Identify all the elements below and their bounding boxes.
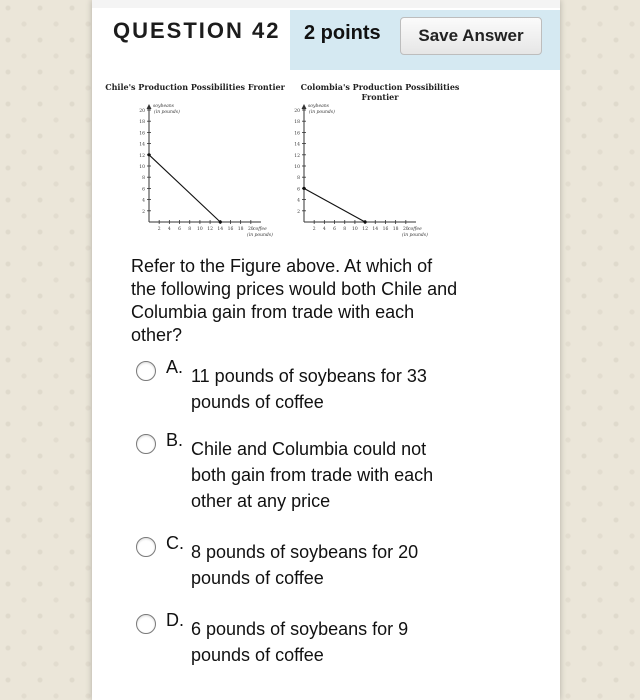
option-d-letter: D. <box>166 610 184 630</box>
option-b-letter: B. <box>166 430 184 450</box>
chart-title: Chile's Production Possibilities Frontier <box>105 82 285 92</box>
x-tick-label: 20 <box>247 227 254 232</box>
option-b-radio[interactable] <box>136 434 156 454</box>
y-tick-label: 6 <box>142 187 145 193</box>
question-prompt: Refer to the Figure above. At which of the following prices would both Chile and Columbia gain from trade with each other? <box>131 256 458 345</box>
x-tick-label: 10 <box>197 227 203 232</box>
x-axis-unit: (in pounds) <box>402 233 428 238</box>
y-tick-label: 2 <box>142 209 145 215</box>
y-tick-label: 4 <box>142 198 145 204</box>
option-d-radio[interactable] <box>136 614 156 634</box>
option-c-text: 8 pounds of soybeans for 20 pounds of coffee <box>191 542 419 588</box>
question-points: 2 points <box>304 22 381 44</box>
x-tick-label: 20 <box>402 227 409 232</box>
option-d-text: 6 pounds of soybeans for 9 pounds of coffee <box>191 619 409 665</box>
x-axis-unit: (in pounds) <box>247 233 273 238</box>
option-c-letter: C. <box>166 533 184 553</box>
x-tick-label: 10 <box>352 227 358 232</box>
y-tick-label: 18 <box>294 120 300 126</box>
y-tick-label: 14 <box>139 142 145 148</box>
ppf-figure <box>105 78 460 253</box>
y-tick-label: 12 <box>294 153 300 159</box>
x-axis-label: coffee <box>253 227 267 232</box>
x-tick-label: 12 <box>362 227 368 232</box>
y-tick-label: 20 <box>294 109 300 114</box>
x-tick-label: 4 <box>167 227 171 232</box>
x-tick-label: 6 <box>178 227 181 232</box>
x-tick-label: 14 <box>372 227 379 232</box>
y-tick-label: 10 <box>294 165 300 170</box>
option-a-text: 11 pounds of soybeans for 33 pounds of coffee <box>191 366 427 412</box>
x-tick-label: 8 <box>343 227 347 232</box>
chart-title: Colombia's Production Possibilities <box>300 82 460 92</box>
option-c-radio[interactable] <box>136 537 156 557</box>
ppf-point <box>302 187 305 190</box>
x-tick-label: 8 <box>188 227 192 232</box>
y-axis-arrow <box>147 104 152 109</box>
x-tick-label: 2 <box>157 227 161 232</box>
x-tick-label: 12 <box>207 227 213 232</box>
option-a-letter: A. <box>166 357 184 377</box>
y-axis-arrow <box>302 104 307 109</box>
y-tick-label: 10 <box>139 165 145 170</box>
x-tick-label: 4 <box>322 227 326 232</box>
x-tick-label: 18 <box>392 227 399 232</box>
option-b-text: Chile and Columbia could not both gain from trade with each other at any price <box>191 439 434 511</box>
y-axis-unit: (in pounds) <box>154 110 180 115</box>
question-title: QUESTION 42 <box>113 18 281 43</box>
x-tick-label: 2 <box>312 227 316 232</box>
ppf-line <box>149 155 220 222</box>
x-tick-label: 14 <box>217 227 224 232</box>
y-tick-label: 8 <box>297 176 300 182</box>
y-tick-label: 4 <box>297 198 300 204</box>
x-tick-label: 16 <box>227 227 234 232</box>
y-tick-label: 2 <box>297 209 300 215</box>
ppf-point <box>147 153 150 156</box>
ppf-point <box>363 220 366 223</box>
y-axis-unit: (in pounds) <box>309 110 335 115</box>
x-tick-label: 16 <box>382 227 389 232</box>
option-a-radio[interactable] <box>136 361 156 381</box>
chart-title: Frontier <box>361 92 399 102</box>
y-tick-label: 16 <box>294 131 300 137</box>
ppf-point <box>219 220 222 223</box>
y-tick-label: 14 <box>294 142 300 148</box>
x-axis-label: coffee <box>408 227 422 232</box>
y-tick-label: 6 <box>297 187 300 193</box>
y-tick-label: 8 <box>142 176 145 182</box>
ppf-line <box>304 188 365 222</box>
y-axis-label: soybeans <box>308 104 329 109</box>
x-tick-label: 18 <box>237 227 244 232</box>
x-tick-label: 6 <box>333 227 336 232</box>
y-tick-label: 16 <box>139 131 145 137</box>
save-answer-button[interactable]: Save Answer <box>400 17 542 55</box>
y-tick-label: 20 <box>139 109 145 114</box>
y-axis-label: soybeans <box>153 104 174 109</box>
y-tick-label: 12 <box>139 153 145 159</box>
y-tick-label: 18 <box>139 120 145 126</box>
